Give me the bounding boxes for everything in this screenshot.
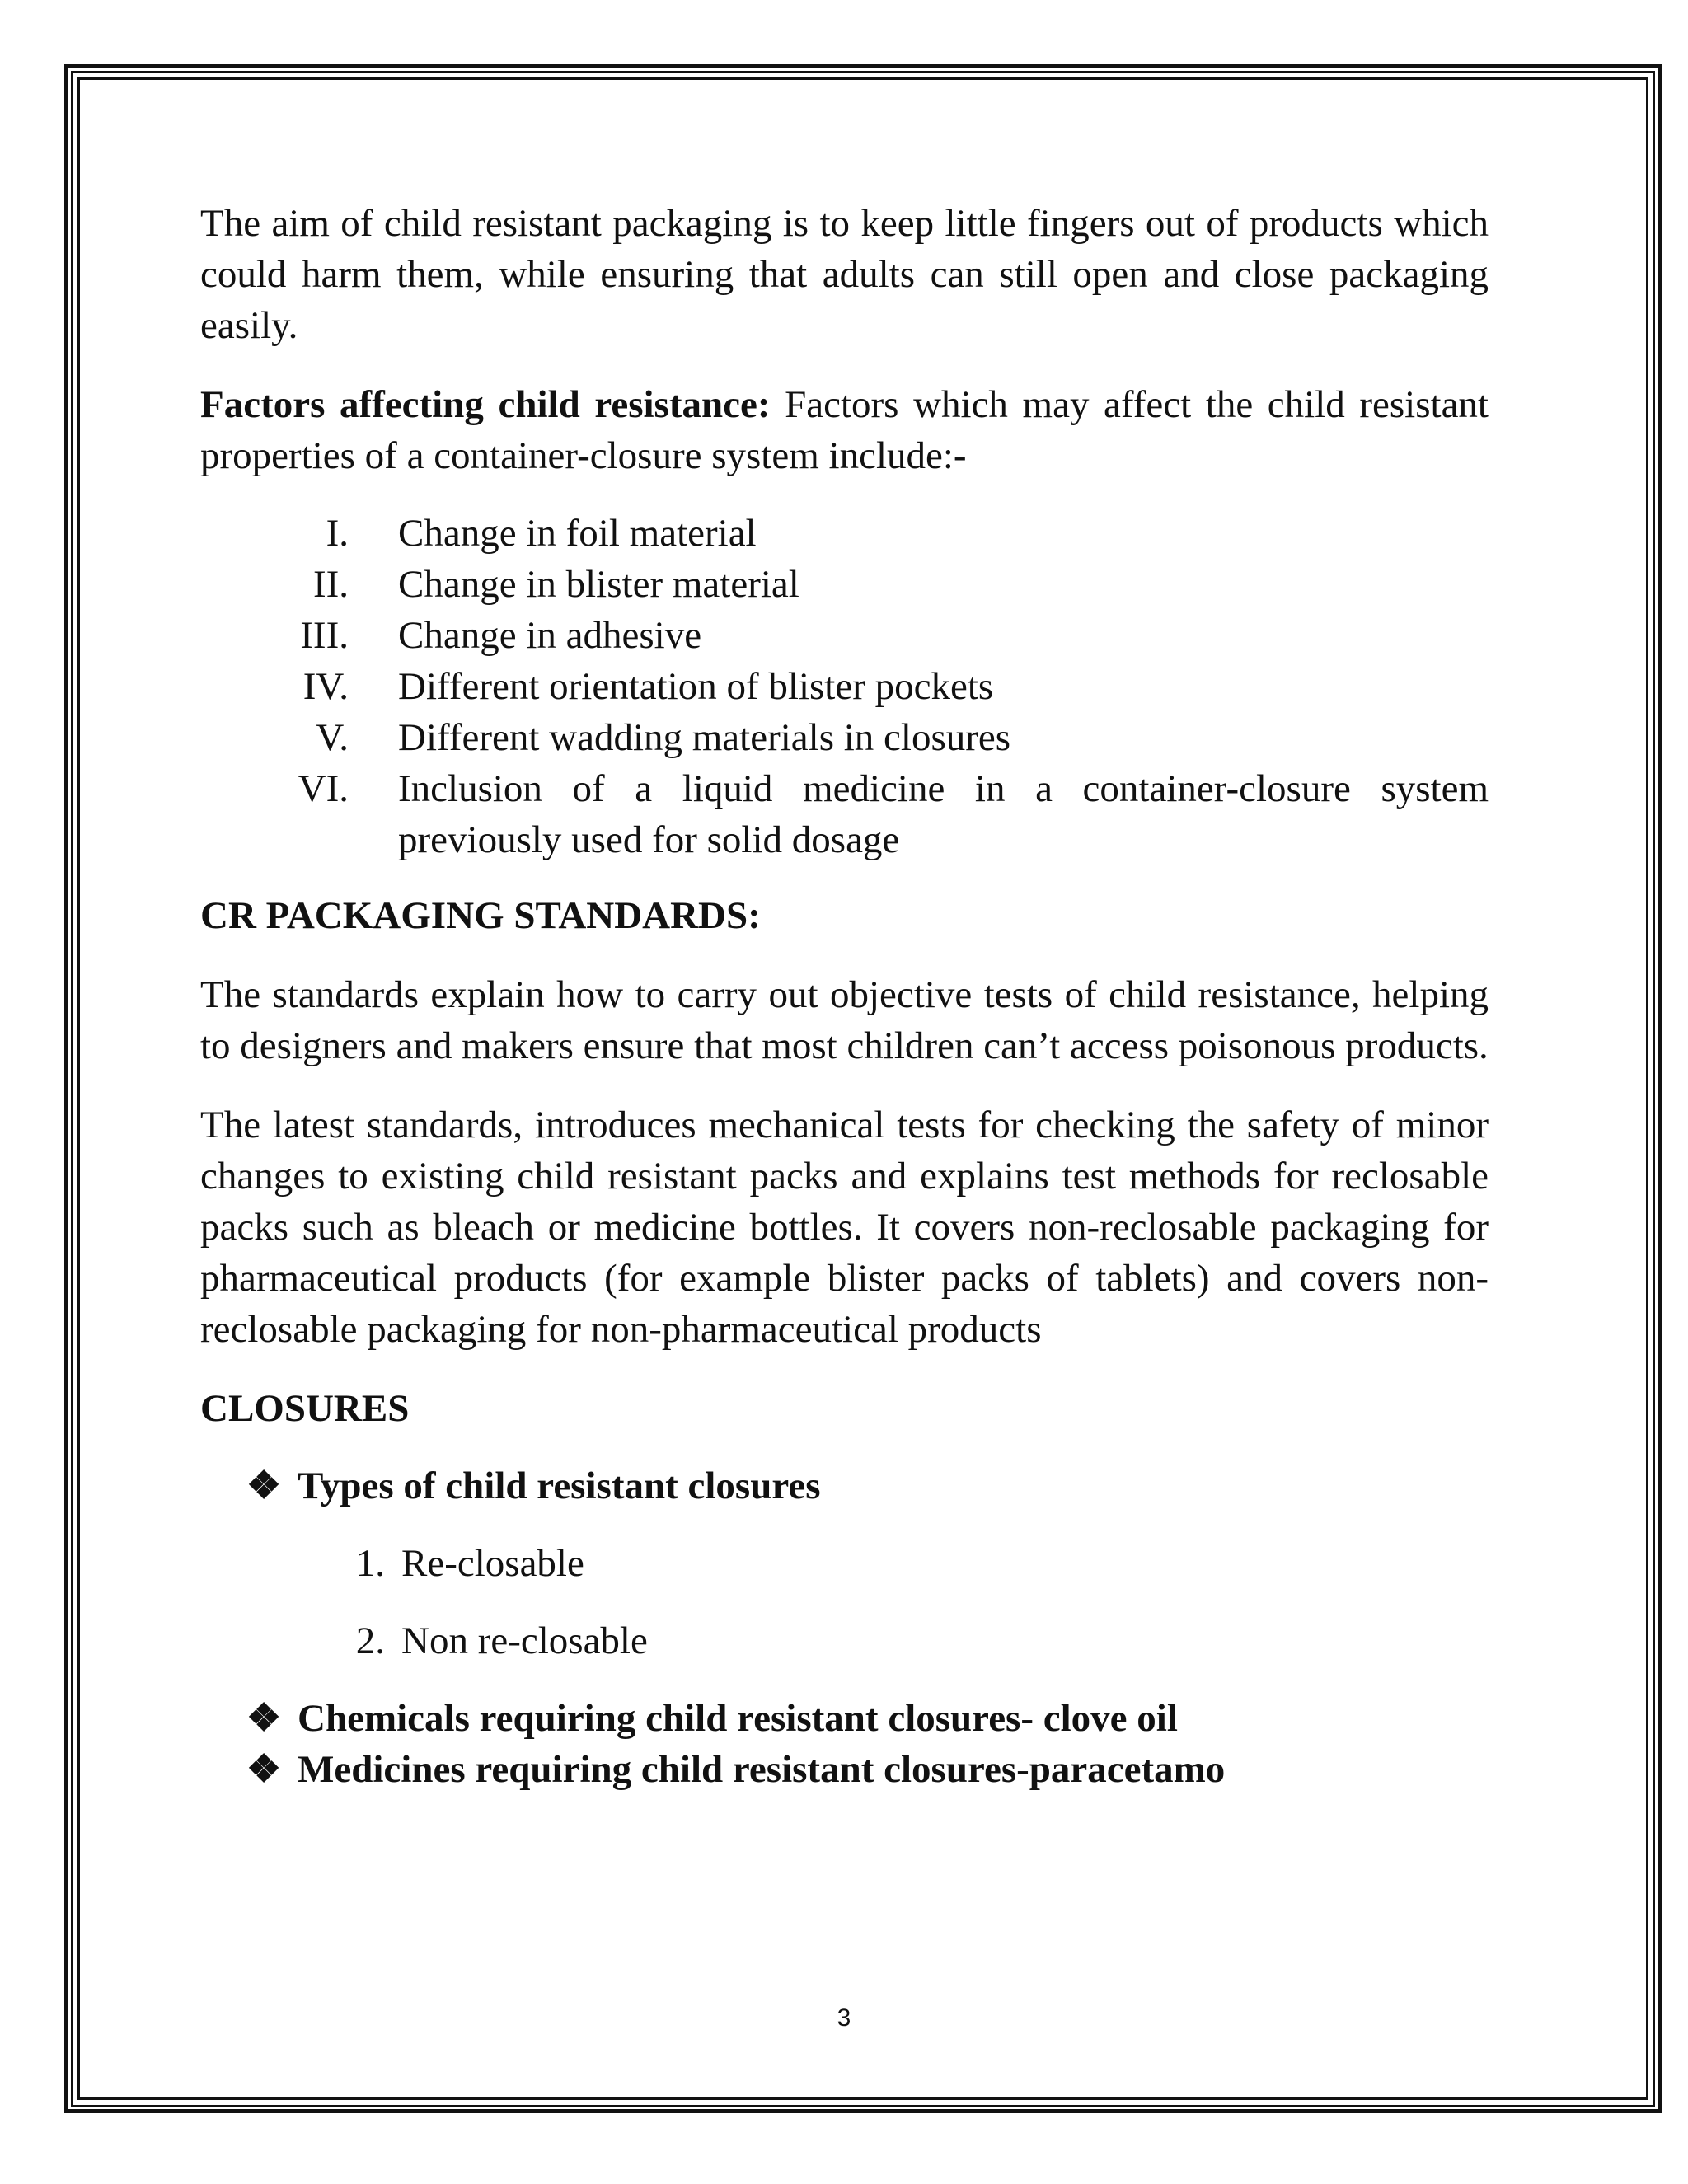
list-item-number: IV. [302, 665, 349, 708]
page-number: 3 [837, 2004, 851, 2032]
medicines-bullet [200, 1744, 1489, 1795]
list-item-number: I. [326, 512, 349, 555]
list-item-number: 2. [355, 1619, 385, 1662]
types-heading: Types of child resistant closures [298, 1465, 821, 1507]
page-content [200, 198, 1489, 1795]
closure-types-list [200, 1538, 1489, 1666]
list-item [200, 610, 1489, 661]
list-item [200, 559, 1489, 610]
list-item-text: Re-closable [401, 1542, 584, 1585]
list-item-text: Different orientation of blister pockets [398, 665, 994, 708]
list-item [200, 661, 1489, 712]
medicines-text: Medicines requiring child resistant closures-paracetamo [298, 1748, 1226, 1791]
list-item [200, 712, 1489, 763]
list-item [200, 508, 1489, 559]
list-item-text: Change in blister material [398, 563, 799, 606]
closures-heading: CLOSURES [200, 1387, 410, 1430]
list-item-text: Non re-closable [401, 1619, 648, 1662]
factors-paragraph [200, 379, 1489, 481]
list-item-text: Change in foil material [398, 512, 757, 555]
diamond-bullet-icon: ❖ [246, 1465, 282, 1507]
list-item-number: 1. [355, 1542, 385, 1585]
factors-text: Factors which may affect the child resistant properties of a container-closure system include:- [200, 383, 1489, 477]
types-bullet [200, 1460, 1489, 1511]
standards-heading: CR PACKAGING STANDARDS: [200, 894, 761, 937]
factors-label: Factors affecting child resistance: [200, 383, 771, 426]
list-item [200, 763, 1489, 865]
diamond-bullet-icon: ❖ [246, 1697, 282, 1740]
chemicals-text: Chemicals requiring child resistant closures- clove oil [298, 1697, 1178, 1740]
list-item-number: V. [316, 716, 349, 759]
chemicals-bullet [200, 1693, 1489, 1744]
standards-paragraph-1: The standards explain how to carry out objective tests of child resistance, helping to designers and makers ensure that most children can’t access poisonous products. [200, 973, 1489, 1067]
list-item-text: Inclusion of a liquid medicine in a container-closure system previously used for solid dosage [398, 767, 1489, 861]
list-item-text: Different wadding materials in closures [398, 716, 1011, 759]
intro-paragraph: The aim of child resistant packaging is to keep little fingers out of products which could harm them, while ensuring that adults can still open and close packaging easily. [200, 202, 1489, 347]
list-item [200, 1615, 1489, 1666]
standards-paragraph-2: The latest standards, introduces mechanical tests for checking the safety of minor changes to existing child resistant packs and explains test methods for reclosable packs such as bleach or medicine bottles. It covers non-reclosable packaging for pharmaceutical products (for example blister packs of tablets) and covers non-reclosable packaging for non-pharmaceutical products [200, 1104, 1489, 1351]
list-item-text: Change in adhesive [398, 614, 702, 657]
factors-list [200, 508, 1489, 865]
list-item [200, 1538, 1489, 1589]
list-item-number: II. [312, 563, 349, 606]
list-item-number: VI. [298, 767, 349, 810]
list-item-number: III. [300, 614, 349, 657]
diamond-bullet-icon: ❖ [246, 1748, 282, 1791]
